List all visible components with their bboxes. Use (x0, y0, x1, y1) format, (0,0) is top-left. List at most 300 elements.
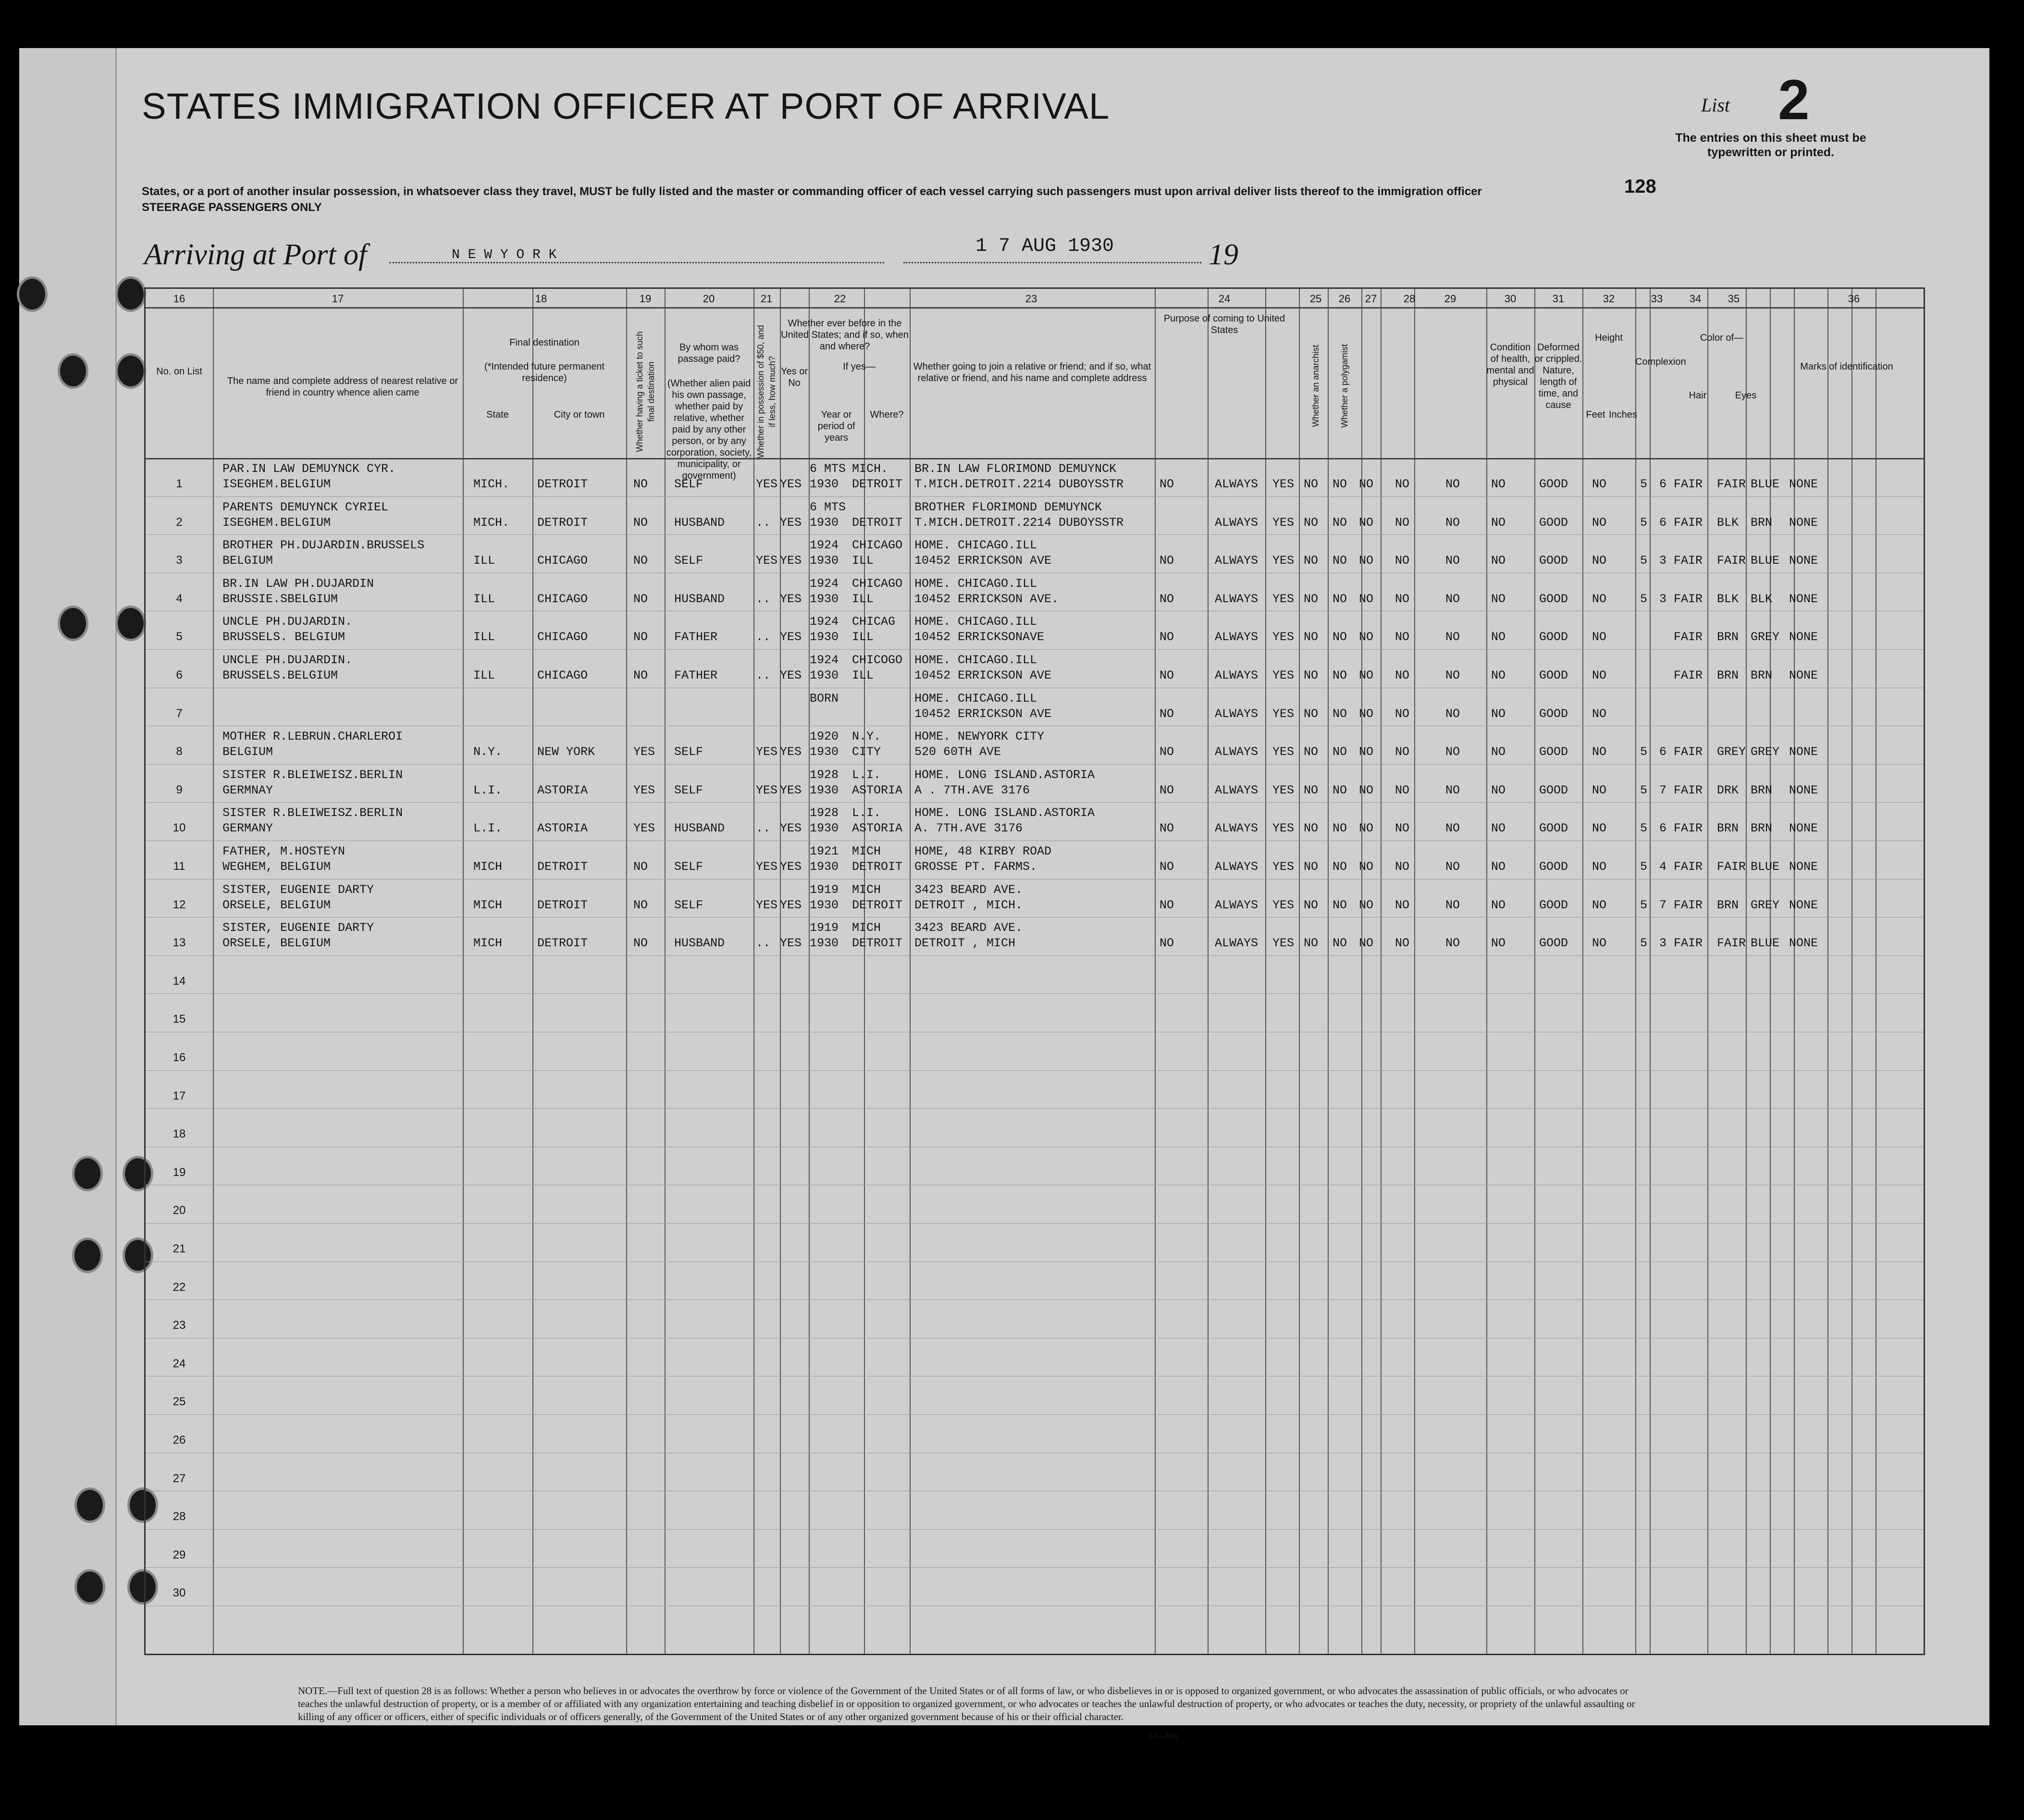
cell-c24b: ALWAYS (1215, 745, 1259, 759)
column-header: By whom was passage paid? (678, 342, 740, 364)
column-rule (809, 289, 810, 1654)
cell-join1: HOME. CHICAGO.ILL (914, 691, 1037, 706)
cell-marks: NONE (1789, 898, 1818, 912)
cell-q26: NO (1333, 630, 1347, 644)
cell-join2: A. 7TH.AVE 3176 (914, 821, 1023, 836)
column-header: The name and complete address of nearest relative or friend in country whence alien came (227, 376, 458, 398)
cell-feet: 5 (1640, 592, 1648, 606)
cell-c24b: ALWAYS (1215, 477, 1259, 491)
column-rule (1582, 289, 1583, 1654)
column-rule (1534, 289, 1535, 1654)
instruction-line: States, or a port of another insular possession, in whatsoever class they travel, MUST be fully listed and the master or commanding officer of each vessel carrying such passengers must upon arrival deliver lists thereof to the immigration officer (142, 185, 1482, 198)
cell-deformed: NO (1592, 477, 1607, 491)
cell-q26: NO (1333, 669, 1347, 682)
cell-city: NEW YORK (537, 745, 595, 759)
cell-rel2: BRUSSELS.BELGIUM (222, 669, 338, 682)
column-number: 22 (834, 293, 846, 305)
column-rule (1486, 289, 1487, 1654)
cell-year1: 6 MTS (810, 462, 846, 476)
cell-marks: NONE (1789, 860, 1818, 874)
row-number: 26 (173, 1434, 186, 1447)
row-number: 14 (173, 974, 186, 988)
cell-q30: NO (1491, 592, 1506, 606)
cell-feet: 5 (1640, 745, 1648, 759)
list-label: List (1701, 94, 1730, 116)
cell-where2: DETROIT (852, 515, 903, 530)
cell-q30: NO (1491, 745, 1506, 759)
cell-join2: 10452 ERRICKSONAVE (914, 630, 1045, 644)
cell-feet: 5 (1640, 821, 1648, 836)
punch-hole (72, 1156, 103, 1191)
cell-state: MICH (473, 898, 503, 912)
cell-eyes: BLUE (1751, 860, 1780, 874)
cell-where1: CHICAGO (852, 538, 903, 553)
cell-before: YES (780, 630, 802, 644)
cell-join1: HOME. LONG ISLAND.ASTORIA (914, 768, 1095, 782)
column-number: 17 (332, 293, 344, 305)
cell-health: GOOD (1539, 936, 1568, 951)
column-number: 30 (1504, 293, 1517, 305)
column-rule (1299, 289, 1300, 1654)
column-number: 28 (1403, 293, 1416, 305)
cell-complexion: FAIR (1674, 898, 1703, 912)
cell-marks: NONE (1789, 783, 1818, 797)
row-number: 10 (173, 821, 186, 835)
column-rule (780, 289, 781, 1654)
cell-q25: NO (1304, 554, 1319, 568)
cell-join1: HOME. CHICAGO.ILL (914, 653, 1037, 667)
cell-ticket: NO (633, 477, 648, 491)
cell-where2: ILL (852, 669, 874, 682)
column-rule (1770, 289, 1771, 1654)
column-number: 29 (1444, 293, 1456, 305)
cell-feet: 5 (1640, 783, 1648, 797)
cell-q30: NO (1491, 898, 1506, 912)
header-rule (146, 458, 1924, 459)
cell-c24b: ALWAYS (1215, 706, 1259, 721)
cell-marks: NONE (1789, 936, 1818, 951)
column-header: Where? (870, 409, 904, 420)
cell-rel1: BR.IN LAW PH.DUJARDIN (222, 576, 374, 591)
cell-c24c: YES (1272, 783, 1295, 797)
row-number: 2 (176, 515, 183, 529)
cell-c24b: ALWAYS (1215, 630, 1259, 644)
cell-q25: NO (1304, 936, 1319, 951)
cell-year2: 1930 (810, 936, 839, 951)
cell-join1: HOME. CHICAGO.ILL (914, 538, 1037, 553)
cell-where1: L.I. (852, 768, 881, 782)
cell-q26: NO (1333, 515, 1347, 530)
cell-eyes: BRN (1751, 515, 1773, 530)
cell-q28: NO (1395, 477, 1410, 491)
cell-q28: NO (1395, 554, 1410, 568)
date-stamp: 1 7 AUG 1930 (975, 235, 1114, 257)
cell-join1: HOME. CHICAGO.ILL (914, 576, 1037, 591)
cell-join1: BROTHER FLORIMOND DEMUYNCK (914, 500, 1102, 514)
cell-ticket: NO (633, 554, 648, 568)
cell-q28: NO (1395, 706, 1410, 721)
column-header: Color of— (1700, 333, 1744, 343)
row-number: 27 (173, 1472, 186, 1485)
cell-q25: NO (1304, 745, 1319, 759)
cell-deformed: NO (1592, 592, 1607, 606)
cell-q27: NO (1359, 515, 1374, 530)
cell-feet: 5 (1640, 554, 1648, 568)
cell-q26: NO (1333, 592, 1347, 606)
cell-eyes: BLUE (1751, 936, 1780, 951)
cell-paid: FATHER (674, 669, 718, 682)
cell-q29: NO (1445, 630, 1460, 644)
cell-where1: CHICOGO (852, 653, 903, 667)
cell-before: YES (780, 898, 802, 912)
cell-paid: HUSBAND (674, 592, 725, 606)
cell-state: L.I. (473, 821, 503, 836)
cell-join1: 3423 BEARD AVE. (914, 921, 1023, 935)
row-rule (146, 993, 1924, 994)
cell-paid: HUSBAND (674, 515, 725, 530)
cell-where2: ILL (852, 554, 874, 568)
cell-hair: BRN (1717, 821, 1739, 836)
column-rule (1746, 289, 1747, 1654)
cell-city: DETROIT (537, 898, 588, 912)
cell-health: GOOD (1539, 898, 1568, 912)
cell-deformed: NO (1592, 745, 1607, 759)
page-title: STATES IMMIGRATION OFFICER AT PORT OF ARRIVAL (142, 86, 1110, 127)
cell-year1: 1924 (810, 653, 839, 667)
row-number: 19 (173, 1165, 186, 1179)
cell-q29: NO (1445, 554, 1460, 568)
row-number: 21 (173, 1242, 186, 1255)
cell-city: DETROIT (537, 936, 588, 951)
cell-q30: NO (1491, 821, 1506, 836)
footer-note: NOTE.—Full text of question 28 is as follows: Whether a person who believes in or advocates the overthrow by force or violence of the Government of the United States or of all forms of law, or who disbelieves in or is opposed to organized government, or who advocates the assassination of public officials, or who advocates or teaches the unlawful destruction of property, or is a member of or affiliated with any organization entertaining and teaching disbelief in or opposition to organized government, or who advocates or teaches the unlawful destruction of property, or who advocates or teaches the duty, necessity, or propriety of the unlawful assaulting or killing of any officer or officers, either of specific individuals or of officers generally, of the Government of the United States or of any other organized government because of his or their official character. (298, 1685, 1635, 1722)
cell-where1: L.I. (852, 806, 881, 820)
cell-q27: NO (1359, 860, 1374, 874)
form-number: 14—480 (1148, 1733, 1178, 1741)
column-rule (213, 289, 214, 1654)
cell-rel2: ORSELE, BELGIUM (222, 898, 331, 912)
cell-c24b: ALWAYS (1215, 860, 1259, 874)
cell-paid: HUSBAND (674, 821, 725, 836)
cell-year1: 1924 (810, 538, 839, 553)
list-number: 2 (1778, 68, 1810, 132)
cell-q27: NO (1359, 783, 1374, 797)
cell-feet: 5 (1640, 860, 1648, 874)
row-number: 13 (173, 936, 186, 950)
cell-q27: NO (1359, 936, 1374, 951)
cell-c24a: NO (1160, 630, 1174, 644)
cell-eyes: GREY (1751, 745, 1780, 759)
cell-c24c: YES (1272, 860, 1295, 874)
row-number: 29 (173, 1548, 186, 1561)
cell-c24a: NO (1160, 821, 1174, 836)
cell-c24b: ALWAYS (1215, 898, 1259, 912)
cell-complexion: FAIR (1674, 592, 1703, 606)
row-rule (146, 1223, 1924, 1224)
cell-eyes: GREY (1751, 630, 1780, 644)
cell-rel1: SISTER R.BLEIWEISZ.BERLIN (222, 768, 403, 782)
cell-marks: NONE (1789, 821, 1818, 836)
cell-feet: 5 (1640, 515, 1648, 530)
cell-paid: HUSBAND (674, 936, 725, 951)
cell-money: .. (756, 515, 771, 530)
cell-rel2: BELGIUM (222, 554, 273, 568)
cell-c24a: NO (1160, 706, 1174, 721)
cell-rel2: GERMANY (222, 821, 273, 836)
column-header: State (486, 409, 509, 420)
column-rule (1794, 289, 1795, 1654)
cell-rel1: UNCLE PH.DUJARDIN. (222, 615, 353, 629)
cell-c24a: NO (1160, 783, 1174, 797)
row-number: 30 (173, 1586, 186, 1600)
cell-rel1: SISTER, EUGENIE DARTY (222, 921, 374, 935)
cell-complexion: FAIR (1674, 554, 1703, 568)
cell-q30: NO (1491, 477, 1506, 491)
cell-join1: 3423 BEARD AVE. (914, 882, 1023, 897)
cell-hair: BRN (1717, 630, 1739, 644)
cell-rel2: GERMNAY (222, 783, 273, 797)
column-number: 23 (1025, 293, 1037, 305)
cell-state: MICH (473, 936, 503, 951)
column-header: Whether ever before in the United States; and if so, when and where? (781, 318, 909, 352)
cell-money: .. (756, 936, 771, 951)
cell-year2: 1930 (810, 783, 839, 797)
cell-paid: SELF (674, 745, 703, 759)
cell-c24c: YES (1272, 477, 1295, 491)
cell-paid: SELF (674, 860, 703, 874)
arriving-label: Arriving at Port of (144, 238, 367, 271)
cell-inches: 6 (1659, 821, 1667, 836)
cell-q25: NO (1304, 783, 1319, 797)
column-header: Whether having a ticket to such final destination (635, 331, 656, 452)
cell-health: GOOD (1539, 706, 1568, 721)
column-rule (910, 289, 911, 1654)
cell-hair: FAIR (1717, 936, 1746, 951)
cell-join2: DETROIT , MICH (914, 936, 1016, 951)
cell-health: GOOD (1539, 745, 1568, 759)
column-rule (1707, 289, 1708, 1654)
cell-q27: NO (1359, 669, 1374, 682)
row-number: 8 (176, 745, 183, 758)
cell-hair: BRN (1717, 669, 1739, 682)
cell-q30: NO (1491, 669, 1506, 682)
cell-year2: 1930 (810, 592, 839, 606)
row-number: 18 (173, 1127, 186, 1141)
cell-where2: DETROIT (852, 898, 903, 912)
cell-join2: DETROIT , MICH. (914, 898, 1023, 912)
row-rule (146, 1108, 1924, 1109)
cell-join1: HOME, 48 KIRBY ROAD (914, 844, 1052, 858)
cell-hair: BLK (1717, 592, 1739, 606)
cell-city: DETROIT (537, 860, 588, 874)
cell-c24c: YES (1272, 630, 1295, 644)
cell-year2: 1930 (810, 745, 839, 759)
row-number: 28 (173, 1510, 186, 1523)
cell-rel2: ISEGHEM.BELGIUM (222, 515, 331, 530)
cell-marks: NONE (1789, 745, 1818, 759)
cell-rel2: BRUSSIE.SBELGIUM (222, 592, 338, 606)
cell-join2: 520 60TH AVE (914, 745, 1001, 759)
punch-hole (58, 353, 88, 389)
cell-where1: N.Y. (852, 730, 881, 744)
cell-state: ILL (473, 669, 495, 682)
cell-q27: NO (1359, 821, 1374, 836)
cell-c24b: ALWAYS (1215, 515, 1259, 530)
row-rule (146, 802, 1924, 803)
cell-city: DETROIT (537, 477, 588, 491)
cell-c24a: NO (1160, 745, 1174, 759)
cell-where1: MICH. (852, 462, 889, 476)
cell-q25: NO (1304, 669, 1319, 682)
row-number: 5 (176, 630, 183, 644)
cell-state: ILL (473, 592, 495, 606)
column-rule (1827, 289, 1828, 1654)
cell-c24c: YES (1272, 669, 1295, 682)
column-header: Whether in possession of $50, and if less, how much? (756, 325, 777, 458)
punch-hole (115, 276, 146, 312)
column-number: 16 (173, 293, 185, 305)
row-number: 20 (173, 1204, 186, 1217)
column-rule (1414, 289, 1415, 1654)
row-number: 12 (173, 898, 186, 911)
cell-hair: FAIR (1717, 554, 1746, 568)
cell-before: YES (780, 783, 802, 797)
cell-hair: FAIR (1717, 860, 1746, 874)
column-rule (1265, 289, 1266, 1654)
cell-deformed: NO (1592, 554, 1607, 568)
cell-join1: HOME. NEWYORK CITY (914, 730, 1045, 744)
column-number: 25 (1309, 293, 1322, 305)
cell-ticket: NO (633, 936, 648, 951)
cell-c24c: YES (1272, 706, 1295, 721)
cell-q25: NO (1304, 515, 1319, 530)
sheet-number: 128 (1624, 176, 1656, 197)
cell-join1: BR.IN LAW FLORIMOND DEMUYNCK (914, 462, 1117, 476)
cell-q29: NO (1445, 936, 1460, 951)
cell-state: MICH. (473, 477, 510, 491)
cell-health: GOOD (1539, 592, 1568, 606)
cell-c24c: YES (1272, 515, 1295, 530)
column-rule (665, 289, 666, 1654)
column-number: 32 (1603, 293, 1615, 305)
cell-paid: SELF (674, 898, 703, 912)
column-number: 18 (535, 293, 547, 305)
column-number: 35 (1728, 293, 1740, 305)
cell-year1: 1924 (810, 615, 839, 629)
cell-before: YES (780, 669, 802, 682)
row-number: 22 (173, 1280, 186, 1294)
cell-join2: 10452 ERRICKSON AVE. (914, 592, 1059, 606)
cell-marks: NONE (1789, 477, 1818, 491)
cell-city: ASTORIA (537, 821, 588, 836)
cell-money: .. (756, 821, 771, 836)
cell-before: YES (780, 821, 802, 836)
cell-health: GOOD (1539, 630, 1568, 644)
cell-q25: NO (1304, 860, 1319, 874)
cell-q26: NO (1333, 821, 1347, 836)
cell-q26: NO (1333, 554, 1347, 568)
cell-where2: ILL (852, 592, 874, 606)
cell-join2: GROSSE PT. FARMS. (914, 860, 1037, 874)
cell-q28: NO (1395, 821, 1410, 836)
cell-c24c: YES (1272, 936, 1295, 951)
cell-q29: NO (1445, 783, 1460, 797)
date-underline (903, 262, 1201, 263)
cell-q29: NO (1445, 477, 1460, 491)
cell-eyes: BLK (1751, 592, 1773, 606)
cell-q28: NO (1395, 936, 1410, 951)
cell-join2: T.MICH.DETROIT.2214 DUBOYSSTR (914, 477, 1124, 491)
cell-year1: 6 MTS (810, 500, 846, 514)
cell-q26: NO (1333, 936, 1347, 951)
cell-city: CHICAGO (537, 669, 588, 682)
column-header: Complexion (1635, 357, 1686, 367)
cell-q30: NO (1491, 706, 1506, 721)
cell-eyes: BRN (1751, 783, 1773, 797)
column-rule (864, 289, 865, 1654)
cell-c24c: YES (1272, 592, 1295, 606)
cell-q27: NO (1359, 477, 1374, 491)
cell-inches: 6 (1659, 477, 1667, 491)
cell-before: YES (780, 936, 802, 951)
cell-money: YES (756, 745, 778, 759)
cell-hair: BLK (1717, 515, 1739, 530)
cell-ticket: YES (633, 745, 655, 759)
cell-health: GOOD (1539, 783, 1568, 797)
column-header: Purpose of coming to United States (1163, 313, 1285, 335)
cell-c24a: NO (1160, 669, 1174, 682)
cell-deformed: NO (1592, 706, 1607, 721)
cell-rel2: ISEGHEM.BELGIUM (222, 477, 331, 491)
cell-q27: NO (1359, 592, 1374, 606)
cell-money: YES (756, 783, 778, 797)
column-header: Final destination (509, 337, 580, 348)
cell-ticket: NO (633, 669, 648, 682)
cell-q30: NO (1491, 630, 1506, 644)
cell-state: L.I. (473, 783, 503, 797)
cell-year1: BORN (810, 691, 839, 706)
column-header: No. on List (156, 366, 202, 377)
cell-where2: DETROIT (852, 477, 903, 491)
cell-state: ILL (473, 630, 495, 644)
column-rule (626, 289, 627, 1654)
column-header: Eyes (1735, 390, 1757, 401)
cell-health: GOOD (1539, 477, 1568, 491)
row-rule (146, 764, 1924, 765)
cell-rel1: PAR.IN LAW DEMUYNCK CYR. (222, 462, 396, 476)
cell-rel2: ORSELE, BELGIUM (222, 936, 331, 951)
cell-money: .. (756, 669, 771, 682)
cell-hair: BRN (1717, 898, 1739, 912)
cell-deformed: NO (1592, 515, 1607, 530)
cell-year2: 1930 (810, 821, 839, 836)
cell-join2: 10452 ERRICKSON AVE (914, 706, 1052, 721)
cell-before: YES (780, 745, 802, 759)
cell-q27: NO (1359, 554, 1374, 568)
manifest-table (144, 287, 1925, 1655)
column-rule (1155, 289, 1156, 1654)
column-header: Condition of health, mental and physical (1486, 342, 1534, 387)
cell-health: GOOD (1539, 821, 1568, 836)
cell-rel1: UNCLE PH.DUJARDIN. (222, 653, 353, 667)
cell-feet: 5 (1640, 936, 1648, 951)
cell-year1: 1928 (810, 806, 839, 820)
cell-year1: 1920 (810, 730, 839, 744)
cell-ticket: NO (633, 860, 648, 874)
column-header: Inches (1609, 409, 1637, 420)
cell-complexion: FAIR (1674, 821, 1703, 836)
row-rule (146, 1414, 1924, 1415)
